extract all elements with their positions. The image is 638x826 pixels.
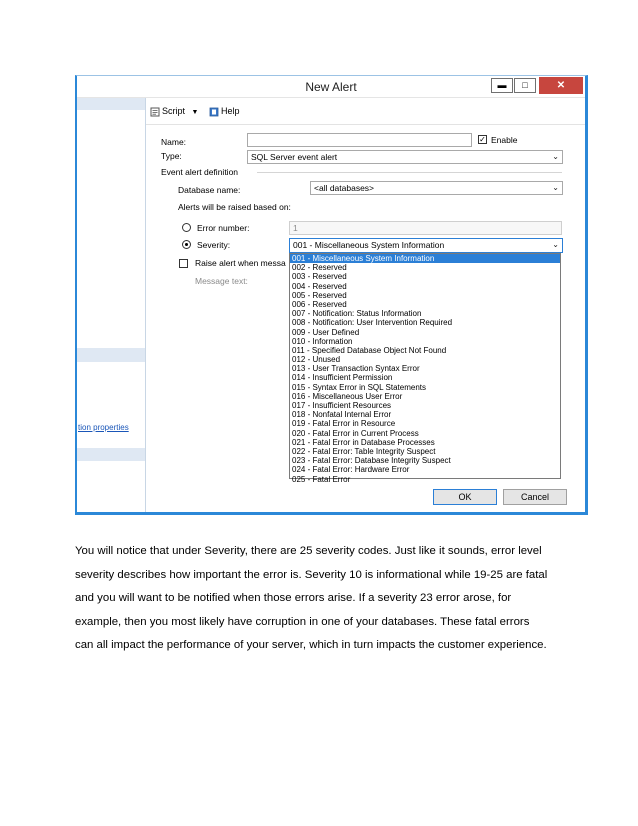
severity-label: Severity: <box>197 240 231 250</box>
help-label: Help <box>221 106 240 116</box>
severity-option[interactable]: 009 - User Defined <box>292 327 360 337</box>
type-label: Type: <box>161 151 182 161</box>
pane-band <box>77 448 145 461</box>
severity-option[interactable]: 008 - Notification: User Intervention Required <box>292 318 453 328</box>
severity-value: 001 - Miscellaneous System Information <box>293 240 445 250</box>
severity-option[interactable]: 022 - Fatal Error: Table Integrity Suspect <box>292 446 436 456</box>
body-line: example, then you most likely have corruption in one of your databases. These fatal errors <box>75 615 530 628</box>
severity-option[interactable]: 010 - Information <box>292 336 353 346</box>
body-line: and you will want to be notified when those errors arise. If a severity 23 error arose, for <box>75 592 512 605</box>
body-line: severity describes how important the error is. Severity 10 is informational while 19-25 are fatal <box>75 568 548 581</box>
error-number-input[interactable]: 1 <box>289 221 562 235</box>
chevron-down-icon: ⌄ <box>552 240 559 249</box>
database-value: <all databases> <box>314 183 375 193</box>
maximize-button[interactable]: □ <box>514 78 536 93</box>
script-button[interactable] <box>150 106 198 117</box>
enable-checkbox[interactable]: ✓ <box>479 135 486 144</box>
name-input[interactable] <box>247 133 472 147</box>
severity-option[interactable]: 003 - Reserved <box>292 272 347 282</box>
help-button[interactable] <box>209 106 240 117</box>
body-paragraph <box>75 540 575 658</box>
severity-option[interactable]: 016 - Miscellaneous User Error <box>292 391 403 401</box>
severity-option[interactable]: 005 - Reserved <box>292 290 347 300</box>
chevron-down-icon: ⌄ <box>552 152 559 161</box>
title-bar <box>77 76 585 98</box>
severity-option[interactable]: 021 - Fatal Error in Database Processes <box>292 437 435 447</box>
body-line: can all impact the performance of your server, which in turn impacts the customer experience. <box>75 639 547 652</box>
chevron-down-icon: ⌄ <box>552 183 559 192</box>
severity-option[interactable]: 001 - Miscellaneous System Information <box>290 254 560 263</box>
database-label: Database name: <box>178 185 241 195</box>
severity-option[interactable]: 006 - Reserved <box>292 299 347 309</box>
script-icon <box>150 107 160 117</box>
type-value: SQL Server event alert <box>251 152 338 162</box>
body-line: You will notice that under Severity, there are 25 severity codes. Just like it sounds, error level <box>75 545 542 557</box>
error-number-label: Error number: <box>197 223 250 233</box>
raised-based-on-label: Alerts will be raised based on: <box>178 202 291 212</box>
severity-option[interactable]: 004 - Reserved <box>292 281 347 291</box>
cancel-button[interactable]: Cancel <box>503 489 567 505</box>
ok-button[interactable]: OK <box>433 489 497 505</box>
severity-dropdown-list[interactable] <box>289 253 561 484</box>
help-icon <box>209 107 219 117</box>
script-label: Script <box>162 106 186 116</box>
connection-properties-link[interactable]: tion properties <box>78 423 129 432</box>
name-label: Name: <box>161 137 187 147</box>
severity-option[interactable]: 019 - Fatal Error in Resource <box>292 419 396 429</box>
minimize-button[interactable]: ▬ <box>491 78 513 93</box>
type-select[interactable] <box>247 150 563 164</box>
severity-option[interactable]: 020 - Fatal Error in Current Process <box>292 428 419 438</box>
raise-alert-label: Raise alert when messa <box>195 258 286 268</box>
database-select[interactable] <box>310 181 563 195</box>
severity-option[interactable]: 024 - Fatal Error: Hardware Error <box>292 465 410 475</box>
severity-option[interactable]: 018 - Nonfatal Internal Error <box>292 410 392 420</box>
dialog-title: New Alert <box>305 80 357 94</box>
severity-option[interactable]: 025 - Fatal Error <box>292 474 351 484</box>
pane-band <box>77 348 145 362</box>
severity-option[interactable]: 002 - Reserved <box>292 263 347 273</box>
severity-option[interactable]: 017 - Insufficient Resources <box>292 401 392 410</box>
section-divider <box>257 172 562 173</box>
message-text-label: Message text: <box>195 276 248 286</box>
toolbar <box>146 98 585 125</box>
page-selector-pane <box>77 98 146 512</box>
severity-option[interactable]: 011 - Specified Database Object Not Found <box>292 345 447 355</box>
error-number-radio[interactable] <box>182 223 191 232</box>
chevron-down-icon[interactable]: ▼ <box>191 109 199 116</box>
screenshot-new-alert-dialog <box>75 75 588 515</box>
severity-option[interactable]: 023 - Fatal Error: Database Integrity Suspect <box>292 456 451 466</box>
close-button[interactable]: ✕ <box>539 77 583 94</box>
pane-band <box>77 98 145 110</box>
severity-option[interactable]: 012 - Unused <box>292 355 341 365</box>
severity-select[interactable] <box>289 238 563 253</box>
severity-option[interactable]: 007 - Notification: Status Information <box>292 309 422 319</box>
severity-option[interactable]: 014 - Insufficient Permission <box>292 373 393 383</box>
severity-option[interactable]: 015 - Syntax Error in SQL Statements <box>292 382 426 392</box>
enable-label: Enable <box>491 135 518 145</box>
raise-alert-checkbox[interactable] <box>179 259 188 268</box>
severity-option[interactable]: 013 - User Transaction Syntax Error <box>292 364 420 374</box>
severity-radio[interactable] <box>182 240 191 249</box>
event-section-label: Event alert definition <box>161 167 239 177</box>
